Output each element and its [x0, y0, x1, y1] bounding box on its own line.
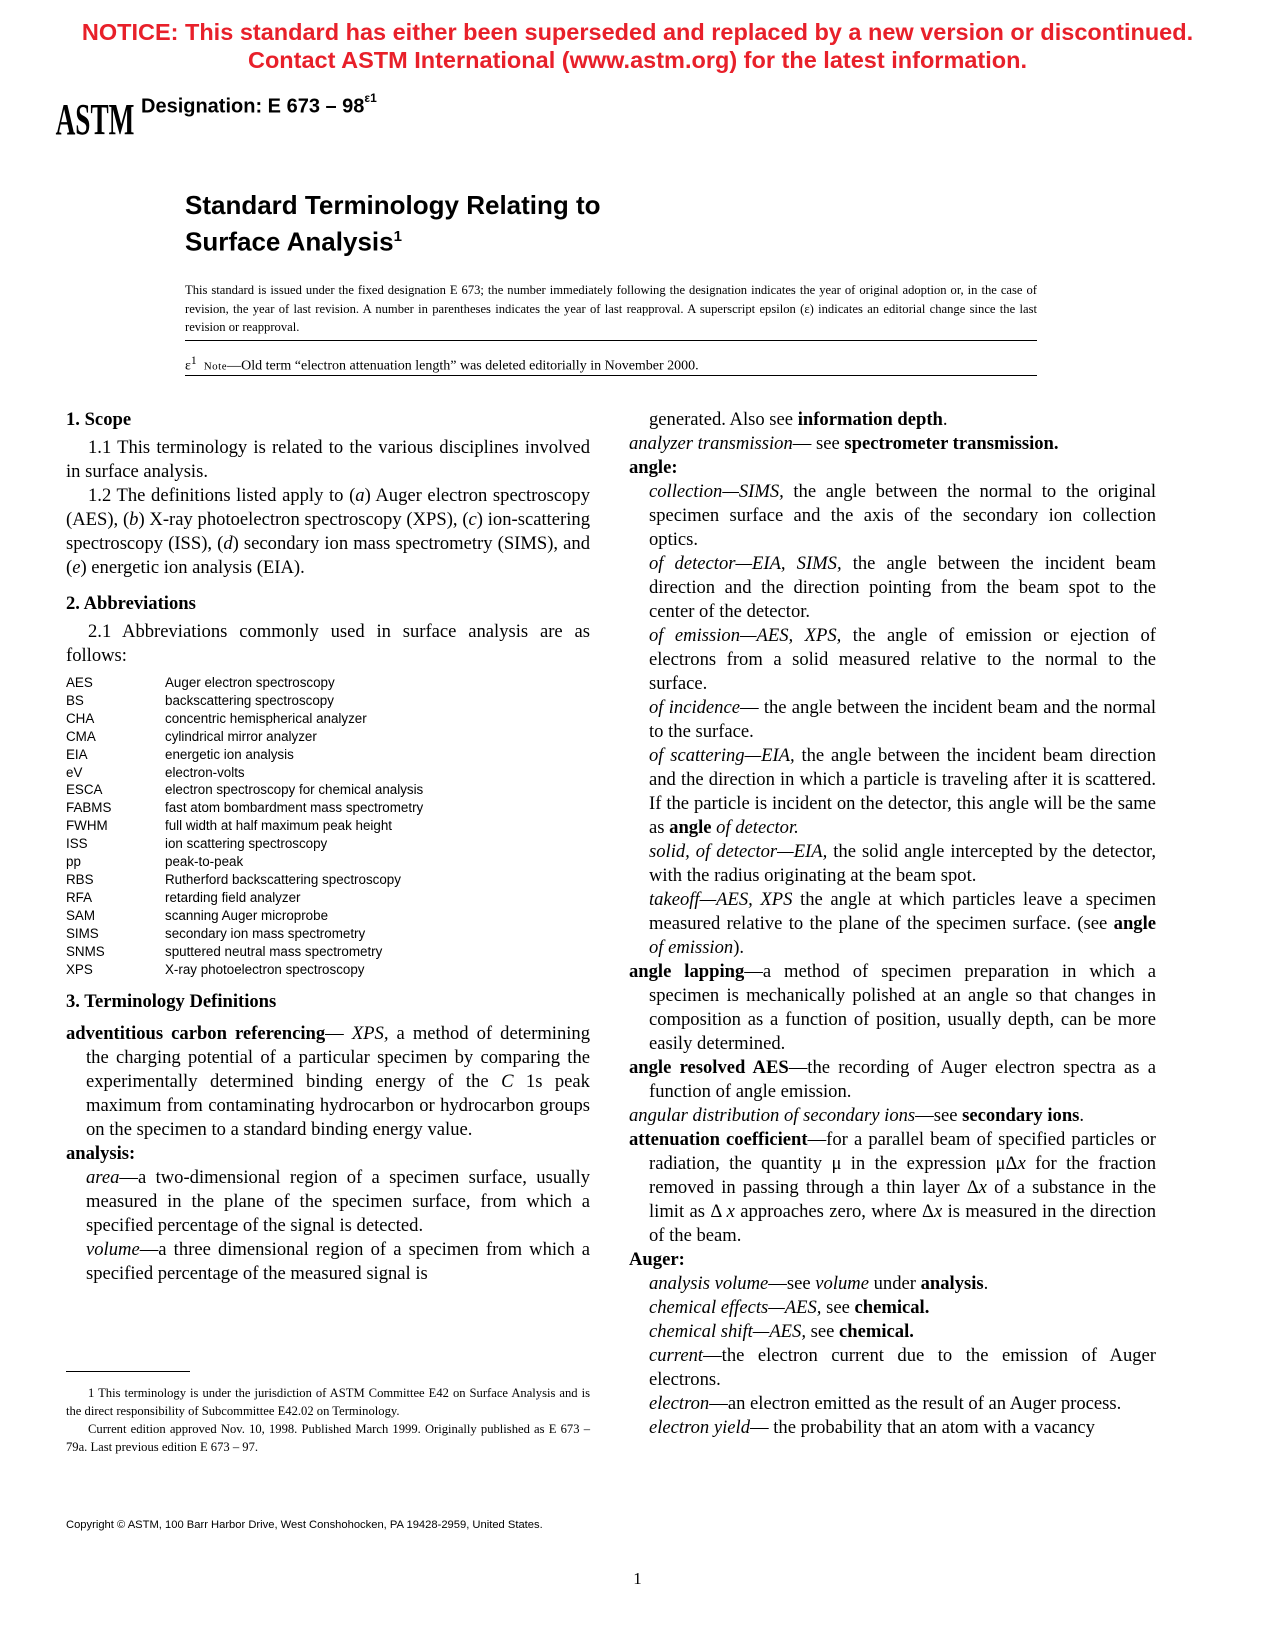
- abbreviation-code: BS: [66, 692, 84, 708]
- rule-bottom: [185, 375, 1037, 376]
- astm-logo-text: ASTM: [55, 94, 135, 144]
- term-angular-distribution: angular distribution of secondary ions—see secondary ions.: [629, 1105, 1085, 1126]
- footnote-1: 1 This terminology is under the jurisdiction of ASTM Committee E42 on Surface Analysis and is the direct responsibility of Subcommittee E42.02 on Terminology.: [66, 1386, 590, 1418]
- term-angle: angle:: [629, 457, 678, 478]
- right-column: [629, 408, 1156, 1440]
- term-auger-analysis-volume: analysis volume—see volume under analysis.: [649, 1273, 989, 1294]
- abbreviation-code: CHA: [66, 710, 95, 726]
- abbreviation-meaning: full width at half maximum peak height: [165, 818, 393, 834]
- term-analysis: analysis:: [66, 1143, 136, 1165]
- abbreviation-list: [66, 674, 590, 978]
- term-angle-emission: of emission—AES, XPS, the angle of emission or ejection of electrons from a solid measured relative to the normal to the surface.: [649, 625, 1156, 694]
- term-auger-current: current—the electron current due to the emission of Auger electrons.: [649, 1345, 1156, 1390]
- issue-statement: This standard is issued under the fixed designation E 673; the number immediately following the designation indicates the year of original adoption or, in the case of revision, the year of last revision. A number in parentheses indicates the year of last reapproval. A superscript epsilon (ε) indicates an editorial change since the last revision or reapproval.: [185, 283, 1037, 334]
- abbreviation-row: [66, 781, 590, 799]
- abbreviation-code: pp: [66, 854, 81, 870]
- designation-epsilon: ε1: [364, 91, 377, 105]
- abbreviation-row: [66, 925, 590, 943]
- abbreviation-row: [66, 853, 590, 871]
- term-angle-lapping: angle lapping—a method of specimen preparation in which a specimen is mechanically polished at an angle so that changes in composition as a function of position, usually depth, can be more easily determined.: [629, 961, 1156, 1054]
- heading-scope: 1. Scope: [66, 409, 132, 430]
- term-analysis-volume-cont: generated. Also see information depth.: [649, 409, 948, 430]
- document-title: [185, 189, 601, 258]
- term-auger: Auger:: [629, 1249, 685, 1270]
- abbreviation-meaning: backscattering spectroscopy: [165, 692, 334, 708]
- abbreviation-code: eV: [66, 764, 83, 780]
- term-auger-chemical-effects: chemical effects—AES, see chemical.: [649, 1297, 930, 1318]
- abbreviation-code: SNMS: [66, 943, 105, 959]
- abbreviation-meaning: energetic ion analysis: [165, 746, 294, 762]
- term-angle-takeoff: takeoff—AES, XPS the angle at which particles leave a specimen measured relative to the plane of the specimen surface. (see angle of emission).: [649, 889, 1156, 958]
- abbreviation-code: AES: [66, 675, 93, 690]
- abbreviation-row: [66, 746, 590, 764]
- astm-logo: [55, 88, 135, 144]
- term-angle-scattering: of scattering—EIA, the angle between the incident beam direction and the direction in which a particle is traveling after it is scattered. If the particle is incident on the detector, this angle will be the same as angle of detector.: [649, 745, 1156, 838]
- page-number: 1: [633, 1569, 642, 1588]
- astm-logo-mark: [55, 88, 135, 144]
- footnote-1-cont: Current edition approved Nov. 10, 1998. Published March 1999. Originally published as E 673 – 79a. Last previous edition E 673 – 97.: [66, 1422, 590, 1454]
- abbreviation-code: CMA: [66, 728, 96, 744]
- abbreviation-meaning: ion scattering spectroscopy: [165, 836, 328, 852]
- term-angle-detector: of detector—EIA, SIMS, the angle between the incident beam direction and the direction pointing from the beam spot to the center of the detector.: [649, 553, 1156, 622]
- abbreviation-code: SAM: [66, 907, 96, 923]
- abbreviations-intro: 2.1 Abbreviations commonly used in surface analysis are as follows:: [66, 621, 590, 666]
- term-attenuation-coefficient: attenuation coefficient—for a parallel beam of specified particles or radiation, the quantity μ in the expression μΔx for the fraction removed in passing through a thin layer Δx of a substance in the limit as Δ x approaches zero, where Δx is measured in the direction of the beam.: [629, 1129, 1157, 1246]
- abbreviation-code: ESCA: [66, 782, 103, 798]
- abbreviation-row: [66, 889, 590, 907]
- abbreviation-row: [66, 907, 590, 925]
- abbreviation-meaning: secondary ion mass spectrometry: [165, 925, 366, 941]
- abbreviation-row: [66, 674, 590, 692]
- notice-line-2: Contact ASTM International (www.astm.org) for the latest information.: [247, 47, 1027, 73]
- term-angle-incidence: of incidence— the angle between the incident beam and the normal to the surface.: [649, 697, 1156, 742]
- term-analyzer-transmission: analyzer transmission— see spectrometer transmission.: [629, 433, 1059, 454]
- abbreviation-code: ISS: [66, 836, 88, 852]
- abbreviation-meaning: Auger electron spectroscopy: [165, 675, 335, 690]
- abbreviation-code: FABMS: [66, 800, 112, 816]
- abbreviation-meaning: electron spectroscopy for chemical analysis: [165, 782, 424, 798]
- footnote-rule: [66, 1371, 190, 1372]
- abbreviation-meaning: peak-to-peak: [165, 854, 244, 870]
- abbreviation-meaning: fast atom bombardment mass spectrometry: [165, 800, 424, 816]
- scope-1-2: 1.2 The definitions listed apply to (a) Auger electron spectroscopy (AES), (b) X-ray photoelectron spectroscopy (XPS), (c) ion-scattering spectroscopy (ISS), (d) secondary ion mass spectrometry (SIMS), and (e) energetic ion analysis (EIA).: [66, 485, 590, 578]
- rule-top: [185, 340, 1037, 341]
- abbreviation-code: RBS: [66, 871, 94, 887]
- superseded-notice: [0, 18, 1275, 74]
- ednote-epsilon-sup: 1: [190, 354, 197, 367]
- footnotes: [66, 1384, 590, 1456]
- abbreviation-meaning: concentric hemispherical analyzer: [165, 710, 367, 726]
- abbreviation-meaning: sputtered neutral mass spectrometry: [165, 943, 383, 959]
- abbreviation-row: [66, 764, 590, 782]
- term-angle-resolved-aes: angle resolved AES—the recording of Auger electron spectra as a function of angle emission.: [629, 1057, 1156, 1102]
- abbreviation-meaning: Rutherford backscattering spectroscopy: [165, 871, 401, 887]
- abbreviation-meaning: cylindrical mirror analyzer: [165, 728, 317, 744]
- copyright-line: Copyright © ASTM, 100 Barr Harbor Drive, West Conshohocken, PA 19428-2959, United States.: [66, 1519, 543, 1531]
- abbreviation-row: [66, 692, 590, 710]
- ednote-label: Note: [203, 360, 228, 373]
- abbreviation-code: FWHM: [66, 818, 108, 834]
- abbreviation-row: [66, 799, 590, 817]
- abbreviation-row: [66, 943, 590, 961]
- abbreviation-meaning: retarding field analyzer: [165, 889, 301, 905]
- abbreviation-row: [66, 961, 590, 979]
- title-line-1: Standard Terminology Relating to: [185, 190, 601, 220]
- title-footnote-mark: 1: [393, 228, 402, 245]
- abbreviation-code: XPS: [66, 961, 93, 977]
- term-angle-collection: collection—SIMS, the angle between the normal to the original specimen surface and the axis of the secondary ion collection optics.: [649, 481, 1156, 550]
- abbreviation-row: [66, 871, 590, 889]
- term-adventitious-carbon: adventitious carbon referencing— XPS, a method of determining the charging potential of a particular specimen by comparing the experimentally determined binding energy of the C 1s peak maximum from contaminating hydrocarbon or hydrocarbon groups on the specimen to a standard binding energy value.: [66, 1023, 590, 1141]
- term-auger-electron-yield: electron yield— the probability that an atom with a vacancy: [649, 1417, 1095, 1438]
- abbreviation-code: RFA: [66, 889, 93, 905]
- abbreviation-row: [66, 728, 590, 746]
- designation-text: Designation: E 673 – 98: [141, 95, 365, 118]
- designation: [141, 91, 377, 119]
- scope-1-1: 1.1 This terminology is related to the various disciplines involved in surface analysis.: [66, 437, 590, 482]
- abbreviation-code: EIA: [66, 746, 88, 762]
- abbreviation-code: SIMS: [66, 925, 99, 941]
- abbreviation-meaning: X-ray photoelectron spectroscopy: [165, 961, 365, 977]
- abbreviation-row: [66, 710, 590, 728]
- ednote-text: —Old term “electron attenuation length” was deleted editorially in November 2000.: [227, 358, 699, 374]
- title-line-2: Surface Analysis: [185, 226, 394, 257]
- abbreviation-row: [66, 817, 590, 835]
- ednote-epsilon: ε: [185, 358, 191, 374]
- left-column: [66, 408, 590, 1286]
- heading-abbreviations: 2. Abbreviations: [66, 593, 196, 614]
- term-angle-solid: solid, of detector—EIA, the solid angle intercepted by the detector, with the radius originating at the beam spot.: [649, 841, 1156, 886]
- abbreviation-meaning: scanning Auger microprobe: [165, 907, 329, 923]
- term-analysis-volume: volume—a three dimensional region of a specimen from which a specified percentage of the measured signal is: [86, 1239, 590, 1285]
- term-auger-electron: electron—an electron emitted as the result of an Auger process.: [649, 1393, 1122, 1414]
- term-auger-chemical-shift: chemical shift—AES, see chemical.: [649, 1321, 914, 1342]
- abbreviation-row: [66, 835, 590, 853]
- abbreviation-meaning: electron-volts: [165, 764, 245, 780]
- editorial-note: [185, 354, 699, 375]
- term-analysis-area: area—a two-dimensional region of a specimen surface, usually measured in the plane of the specimen surface, from which a specified percentage of the signal is detected.: [86, 1167, 590, 1237]
- notice-line-1: NOTICE: This standard has either been superseded and replaced by a new version or discontinued.: [81, 19, 1194, 45]
- heading-definitions: 3. Terminology Definitions: [66, 991, 277, 1013]
